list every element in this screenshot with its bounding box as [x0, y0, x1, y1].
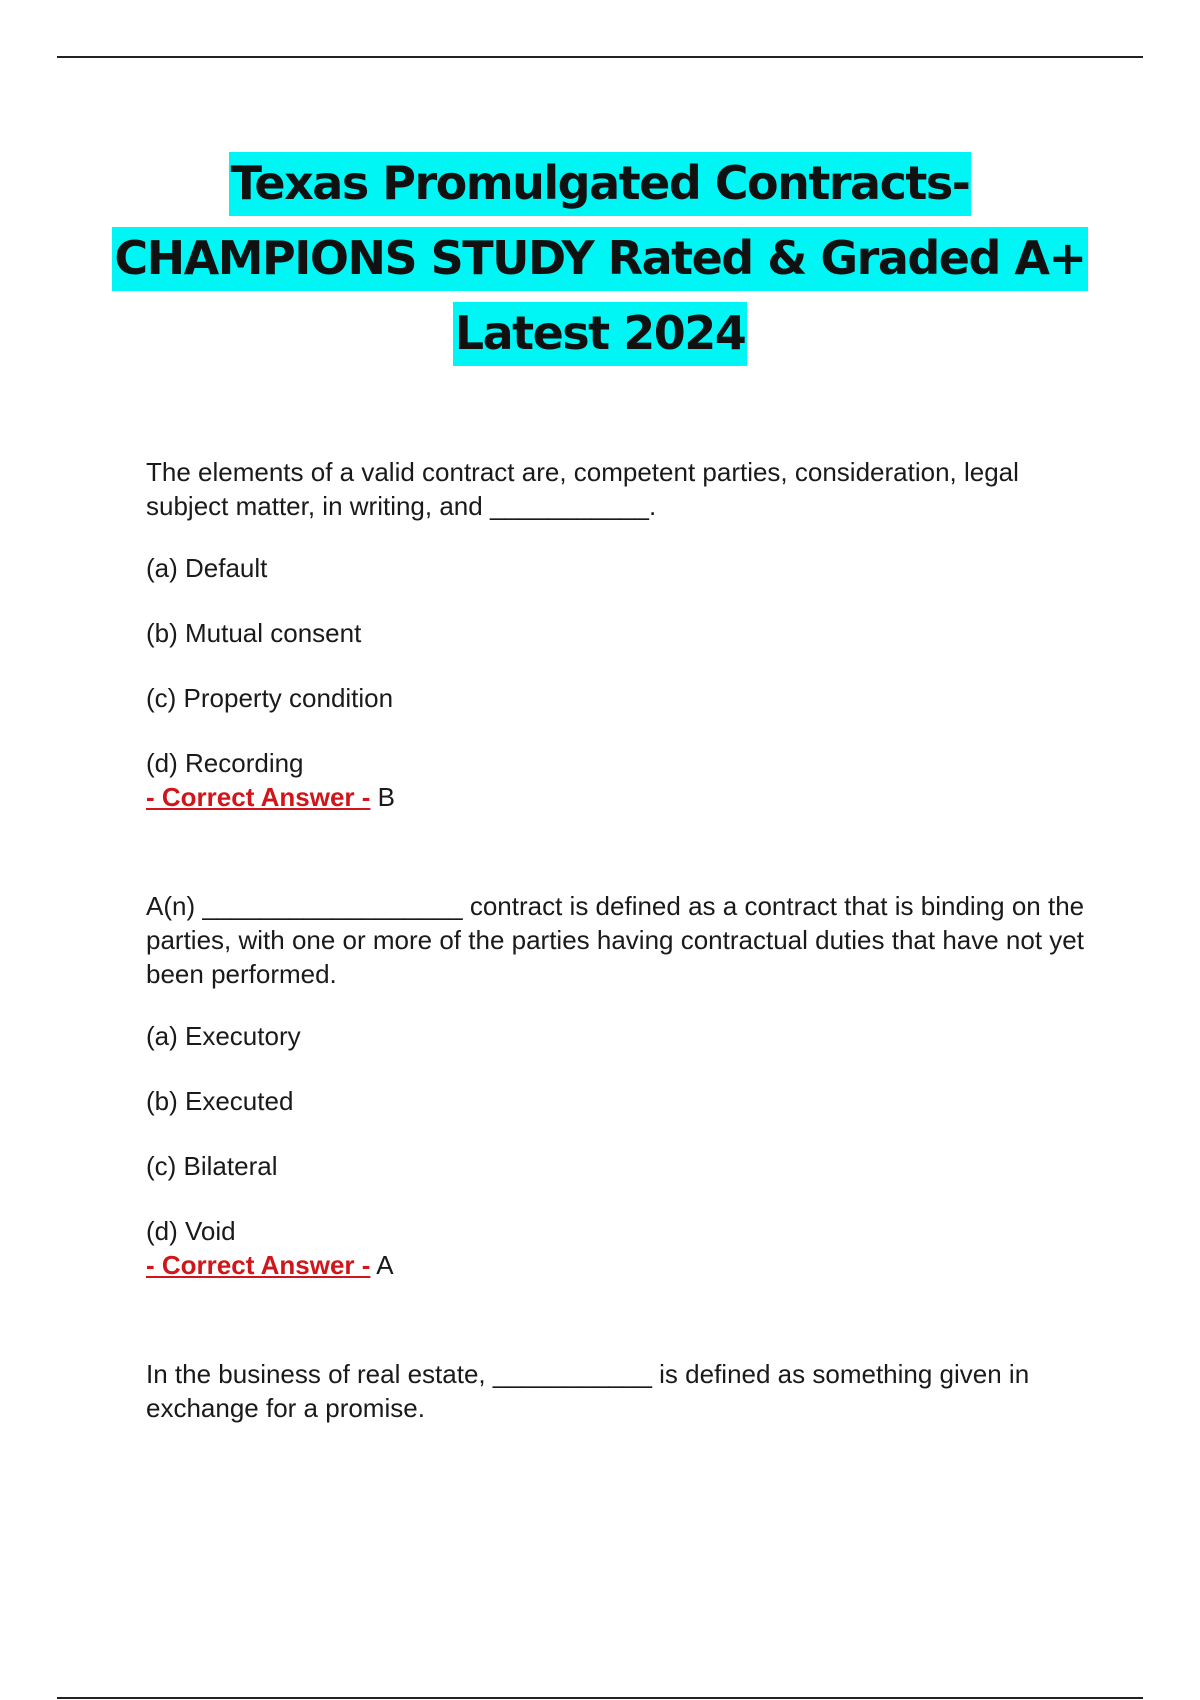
- correct-answer-label: - Correct Answer -: [146, 782, 371, 812]
- option-c: (c) Bilateral: [146, 1151, 278, 1181]
- correct-answer-value: A: [376, 1250, 394, 1280]
- question-text: The elements of a valid contract are, competent parties, consideration, legal subject matter, in writing, and ___________.: [146, 457, 1019, 521]
- title-line-1: Texas Promulgated Contracts-: [0, 146, 1200, 221]
- option-b: (b) Mutual consent: [146, 618, 362, 648]
- correct-answer: [146, 1248, 1096, 1282]
- option-c: (c) Property condition: [146, 683, 394, 713]
- title-line-3: Latest 2024: [0, 296, 1200, 371]
- option-b: (b) Executed: [146, 1086, 294, 1116]
- question-text: In the business of real estate, ___________ is defined as something given in exchange for a promise.: [146, 1359, 1030, 1423]
- document-title: [0, 146, 1200, 371]
- question-list: [146, 455, 1096, 1500]
- option-a: (a) Executory: [146, 1021, 301, 1051]
- question-block-3: [146, 1357, 1096, 1425]
- correct-answer: [146, 780, 1096, 814]
- question-text: A(n) __________________ contract is defined as a contract that is binding on the parties, with one or more of the parties having contractual duties that have not yet been performed.: [146, 891, 1085, 989]
- top-divider: [57, 56, 1143, 58]
- option-a: (a) Default: [146, 553, 268, 583]
- option-d: (d) Void: [146, 1216, 236, 1246]
- question-block-2: [146, 889, 1096, 1282]
- option-d: (d) Recording: [146, 748, 304, 778]
- title-line-2: CHAMPIONS STUDY Rated & Graded A+: [0, 221, 1200, 296]
- question-block-1: [146, 455, 1096, 814]
- correct-answer-value: B: [377, 782, 395, 812]
- bottom-divider: [57, 1697, 1143, 1699]
- correct-answer-label: - Correct Answer -: [146, 1250, 371, 1280]
